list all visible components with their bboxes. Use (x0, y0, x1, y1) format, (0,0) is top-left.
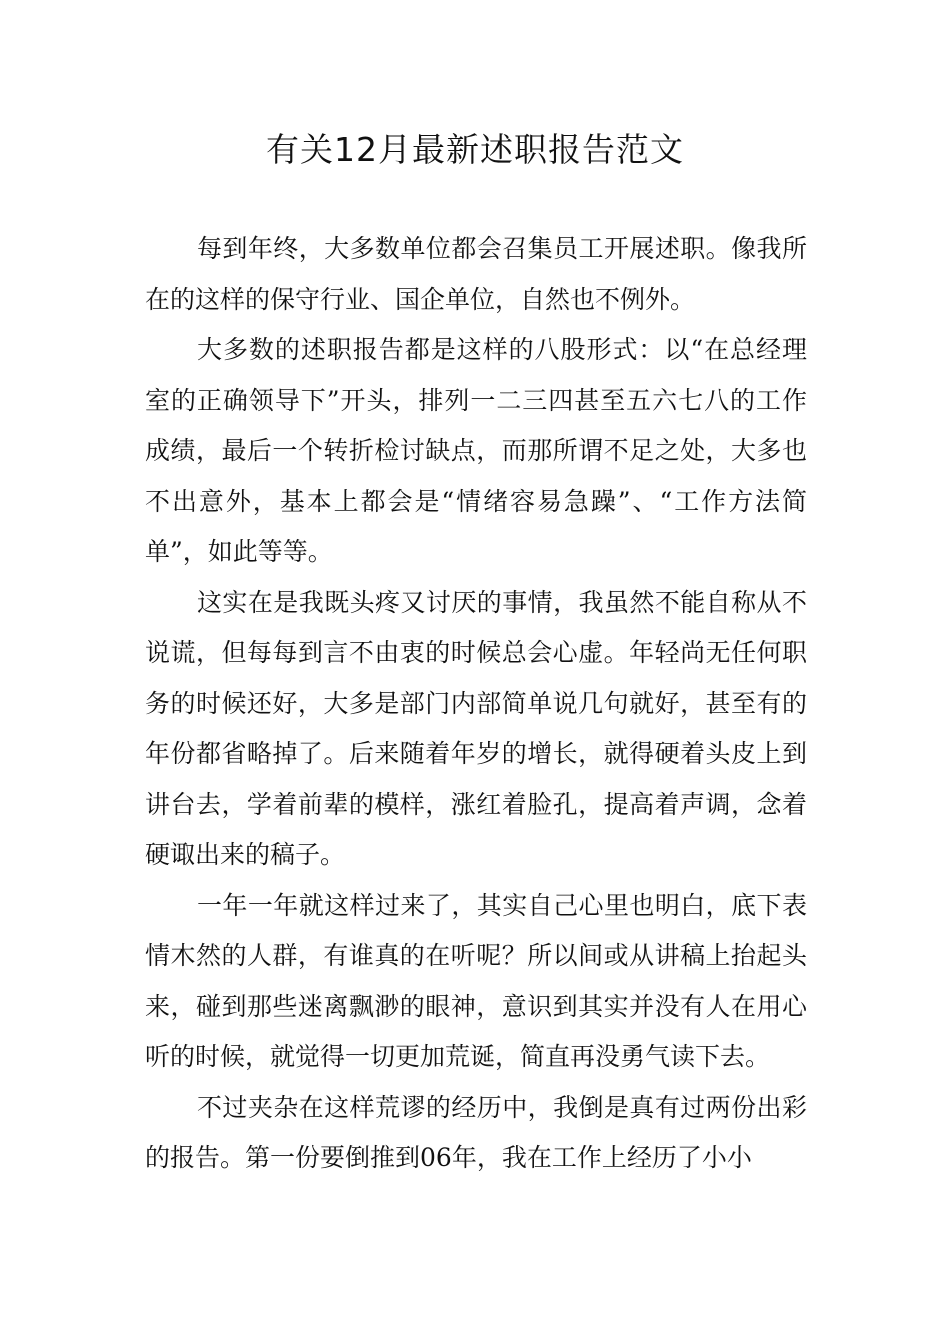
document-title: 有关12月最新述职报告范文 (266, 130, 684, 169)
document-body (145, 224, 807, 1184)
paragraph: 每到年终，大多数单位都会召集员工开展述职。像我所在的这样的保守行业、国企单位，自然也不例外。 (145, 234, 807, 314)
paragraph: 一年一年就这样过来了，其实自己心里也明白，底下表情木然的人群，有谁真的在听呢？所以间或从讲稿上抬起头来，碰到那些迷离飘渺的眼神，意识到其实并没有人在用心听的时候，就觉得一切更加荒诞，简直再没勇气读下去。 (145, 890, 807, 1071)
paragraph: 不过夹杂在这样荒谬的经历中，我倒是真有过两份出彩的报告。第一份要倒推到06年，我在工作上经历了小小 (145, 1092, 807, 1172)
paragraph: 这实在是我既头疼又讨厌的事情，我虽然不能自称从不说谎，但每每到言不由衷的时候总会心虚。年轻尚无任何职务的时候还好，大多是部门内部简单说几句就好，甚至有的年份都省略掉了。后来随着年岁的增长，就得硬着头皮上到讲台去，学着前辈的模样，涨红着脸孔，提高着声调，念着硬诹出来的稿子。 (145, 587, 807, 869)
paragraph: 大多数的述职报告都是这样的八股形式：以“在总经理室的正确领导下”开头，排列一二三四甚至五六七八的工作成绩，最后一个转折检讨缺点，而那所谓不足之处，大多也不出意外，基本上都会是“情绪容易急躁”、“工作方法简单”，如此等等。 (145, 335, 807, 566)
